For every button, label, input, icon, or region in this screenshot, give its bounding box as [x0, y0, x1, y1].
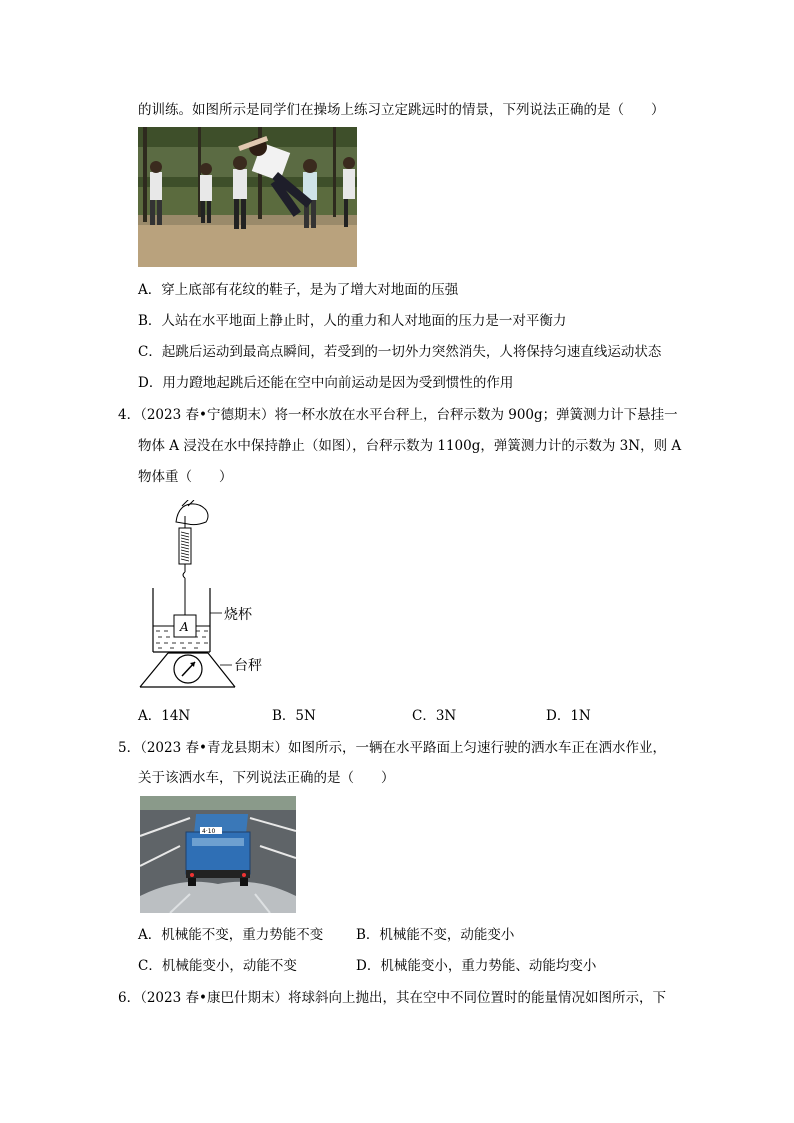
q5-option-a: A．机械能不变，重力势能不变	[138, 927, 324, 943]
q5-option-d: D．机械能变小，重力势能、动能均变小	[356, 958, 597, 974]
q4-option-c: C．3N	[412, 708, 457, 724]
q5-option-c: C．机械能变小，动能不变	[138, 958, 297, 974]
q3-option-a: A．穿上底部有花纹的鞋子，是为了增大对地面的压强	[138, 282, 459, 298]
q4-line-2: 物体 A 浸没在水中保持静止（如图），台秤示数为 1100g，弹簧测力计的示数为 3N，则 A	[138, 438, 682, 454]
beaker-label: 烧杯	[224, 607, 252, 623]
long-jump-photo	[138, 127, 357, 267]
q4-line-3: 物体重（ ）	[138, 469, 233, 485]
spring-scale-diagram	[138, 500, 288, 692]
q5-line-2: 关于该洒水车，下列说法正确的是（ ）	[138, 770, 395, 786]
q4-option-d: D．1N	[546, 708, 591, 724]
q4-option-b: B．5N	[272, 708, 316, 724]
truck-plate: 4·10	[202, 828, 216, 835]
q3-intro: 的训练。如图所示是同学们在操场上练习立定跳远时的情景，下列说法正确的是（ ）	[138, 102, 665, 118]
q3-option-d: D．用力蹬地起跳后还能在空中向前运动是因为受到惯性的作用	[138, 375, 514, 391]
q5-option-b: B．机械能不变，动能变小	[356, 927, 515, 943]
q3-option-c: C．起跳后运动到最高点瞬间，若受到的一切外力突然消失，人将保持匀速直线运动状态	[138, 344, 662, 360]
q4-option-a: A．14N	[138, 708, 191, 724]
q4-line-1: 4．（2023 春•宁德期末）将一杯水放在水平台秤上，台秤示数为 900g；弹簧测力计下悬挂一	[118, 407, 678, 423]
sprinkler-truck-photo	[140, 796, 296, 913]
q3-option-b: B．人站在水平地面上静止时，人的重力和人对地面的压力是一对平衡力	[138, 313, 567, 329]
q6-line-1: 6．（2023 春•康巴什期末）将球斜向上抛出，其在空中不同位置时的能量情况如图所示，下	[118, 990, 666, 1006]
q5-line-1: 5．（2023 春•青龙县期末）如图所示，一辆在水平路面上匀速行驶的洒水车正在洒水作业，	[118, 740, 666, 756]
object-a-label: A	[180, 620, 189, 634]
scale-label: 台秤	[234, 658, 262, 674]
